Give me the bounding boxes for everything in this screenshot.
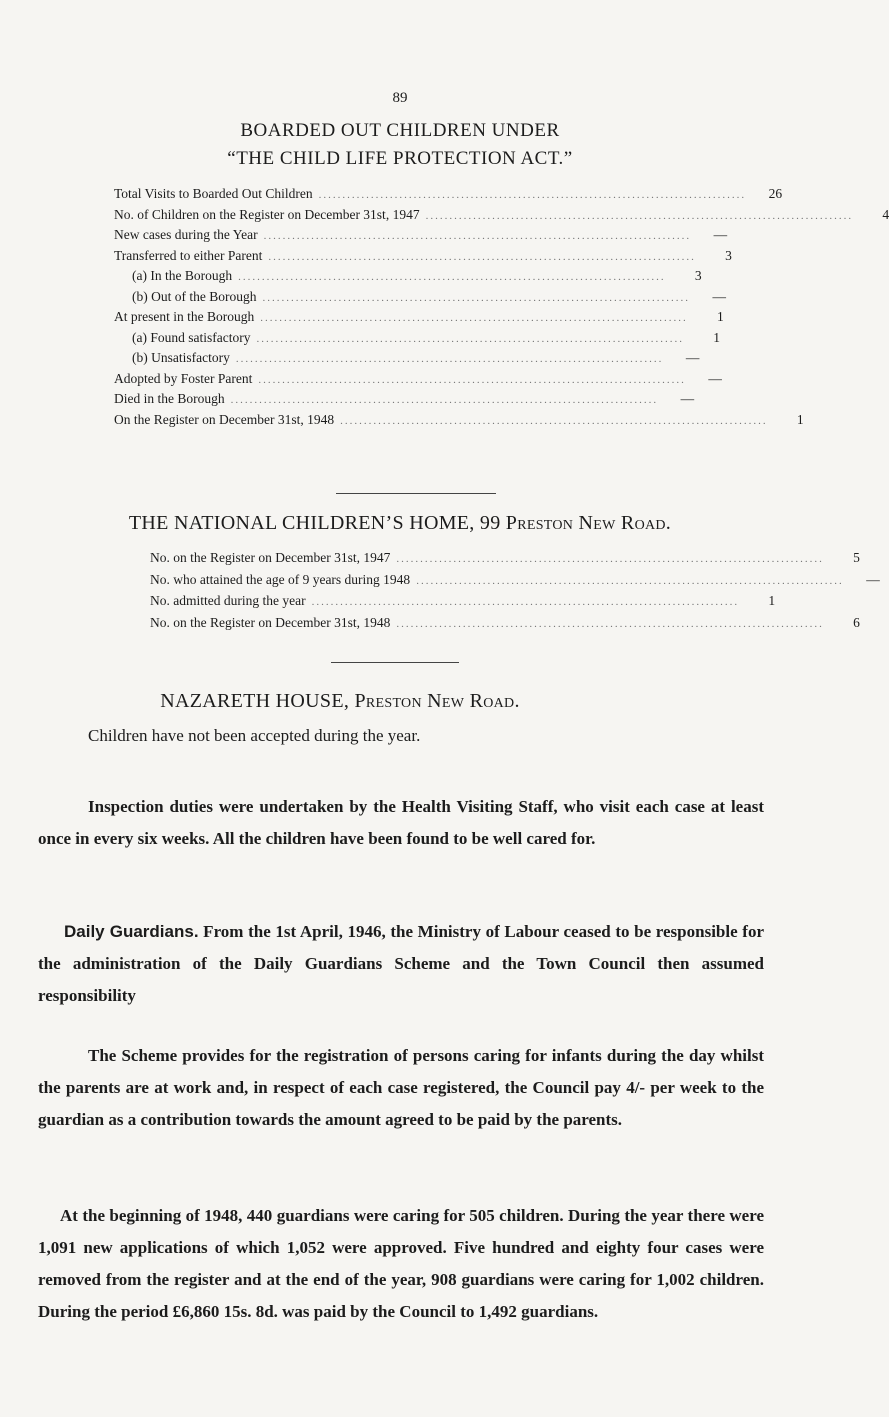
stat-row — [114, 370, 722, 392]
stat-label: At present in the Borough — [114, 309, 255, 324]
page-number: 89 — [392, 90, 408, 106]
stat-value: — — [712, 288, 726, 304]
dot-leader: .......................................................................................... — [260, 312, 688, 324]
beginning-paragraph: At the beginning of 1948, 440 guardians were caring for 505 children. During the year there were 1,091 new applications of which 1,052 were approved. Five hundred and eighty four cases were removed from the register and at the end of the year, 908 guardians were caring for 1,002 children. During the period £6,860 15s. 8d. was paid by the Council to 1,492 guardians. — [38, 1206, 764, 1321]
stat-row — [114, 309, 724, 330]
stat-row — [150, 550, 860, 572]
dot-leader: .......................................................................................... — [340, 414, 768, 427]
dot-leader: .......................................................................................... — [235, 353, 664, 365]
heading-address: Preston New Road. — [354, 690, 520, 712]
stat-label: (b) Out of the Borough — [132, 288, 257, 304]
stat-label: (b) Unsatisfactory — [132, 350, 230, 365]
stat-value: 26 — [768, 186, 783, 201]
stat-row — [114, 206, 889, 228]
stat-value: 4 — [882, 206, 889, 222]
scheme-paragraph: The Scheme provides for the registration of persons caring for infants during the day whilst the parents are at work and, in respect of each case registered, the Council pay 4/- per week to the guardian as a contribution towards the amount agreed to be paid by the parents. — [38, 1046, 764, 1129]
stat-value: 1 — [716, 309, 724, 324]
stat-label: New cases during the Year — [114, 227, 258, 242]
stat-value: 3 — [694, 268, 702, 283]
stat-label: No. on the Register on December 31st, 1947 — [150, 550, 391, 565]
stat-row — [114, 288, 726, 310]
inspection-paragraph: Inspection duties were undertaken by the Health Visiting Staff, who visit each case at least once in every six weeks. All the children have been found to be well cared for. — [38, 797, 764, 848]
stat-label: No. of Children on the Register on December 31st, 1947 — [114, 206, 420, 222]
stat-row — [114, 411, 804, 433]
stat-label: No. admitted during the year — [150, 593, 306, 608]
stat-label: Total Visits to Boarded Out Children — [114, 186, 313, 201]
stat-value: 1 — [796, 411, 804, 427]
nazareth-note: Children have not been accepted during the year. — [88, 726, 421, 745]
dot-leader: .......................................................................................... — [396, 617, 824, 630]
dot-leader: .......................................................................................... — [263, 230, 692, 242]
stat-label: On the Register on December 31st, 1948 — [114, 411, 335, 427]
daily-guardians-lead: Daily Guardians. — [64, 922, 199, 941]
stat-row — [114, 268, 702, 289]
stat-value: — — [713, 227, 728, 242]
stat-value: — — [708, 370, 722, 386]
stat-value: — — [680, 391, 695, 406]
stat-value: 1 — [768, 593, 776, 608]
dot-leader: .......................................................................................... — [238, 271, 666, 283]
stat-value: 3 — [725, 247, 732, 263]
stat-row — [114, 227, 728, 248]
stat-row — [114, 186, 783, 207]
dot-leader: .......................................................................................... — [311, 596, 740, 608]
stat-row — [150, 593, 776, 615]
stat-value: — — [685, 350, 700, 365]
stat-label: (a) Found satisfactory — [132, 329, 251, 345]
heading-text: THE NATIONAL CHILDREN’S HOME, 99 — [128, 512, 506, 534]
heading-address: Preston New Road. — [505, 512, 672, 534]
page-title-line-1: BOARDED OUT CHILDREN UNDER — [240, 120, 560, 141]
dot-leader: .......................................................................................... — [258, 373, 686, 386]
section-divider — [331, 662, 459, 663]
page-title-line-2: “THE CHILD LIFE PROTECTION ACT.” — [227, 148, 573, 169]
stat-label: (a) In the Borough — [132, 268, 233, 283]
nazareth-house-heading — [0, 690, 740, 713]
stat-label: No. on the Register on December 31st, 1948 — [150, 614, 391, 630]
dot-leader: .......................................................................................... — [416, 574, 844, 587]
stat-row — [114, 350, 700, 371]
dot-leader: .......................................................................................... — [230, 394, 659, 406]
section-divider — [336, 493, 496, 494]
stat-row — [114, 329, 720, 351]
stat-row — [150, 571, 880, 594]
stat-value: 1 — [713, 329, 720, 345]
stat-label: Adopted by Foster Parent — [114, 370, 253, 386]
stat-row — [114, 391, 695, 412]
stat-label: Died in the Borough — [114, 391, 225, 406]
stat-row — [114, 247, 732, 269]
daily-guardians-text: From the 1st April, 1946, the Ministry of Labour ceased to be responsible for the administration of the Daily Guardians Scheme and the Town Council then assumed responsibility — [38, 922, 764, 1005]
heading-text: NAZARETH HOUSE, — [160, 690, 355, 712]
stat-value: — — [866, 571, 880, 587]
dot-leader: .......................................................................................... — [318, 189, 747, 201]
stat-label: Transferred to either Parent — [114, 247, 263, 263]
boarded-out-statistics — [114, 186, 889, 432]
dot-leader: .......................................................................................... — [268, 250, 696, 263]
dot-leader: .......................................................................................... — [425, 209, 854, 222]
dot-leader: .......................................................................................... — [396, 553, 824, 565]
stat-row — [150, 614, 860, 637]
stat-label: No. who attained the age of 9 years during 1948 — [150, 571, 411, 587]
national-home-statistics — [150, 550, 880, 636]
dot-leader: .......................................................................................... — [256, 332, 684, 345]
stat-value: 5 — [853, 550, 860, 565]
daily-guardians-paragraph — [38, 916, 764, 1012]
national-childrens-home-heading — [0, 512, 800, 535]
dot-leader: .......................................................................................... — [262, 291, 690, 304]
stat-value: 6 — [853, 614, 860, 630]
